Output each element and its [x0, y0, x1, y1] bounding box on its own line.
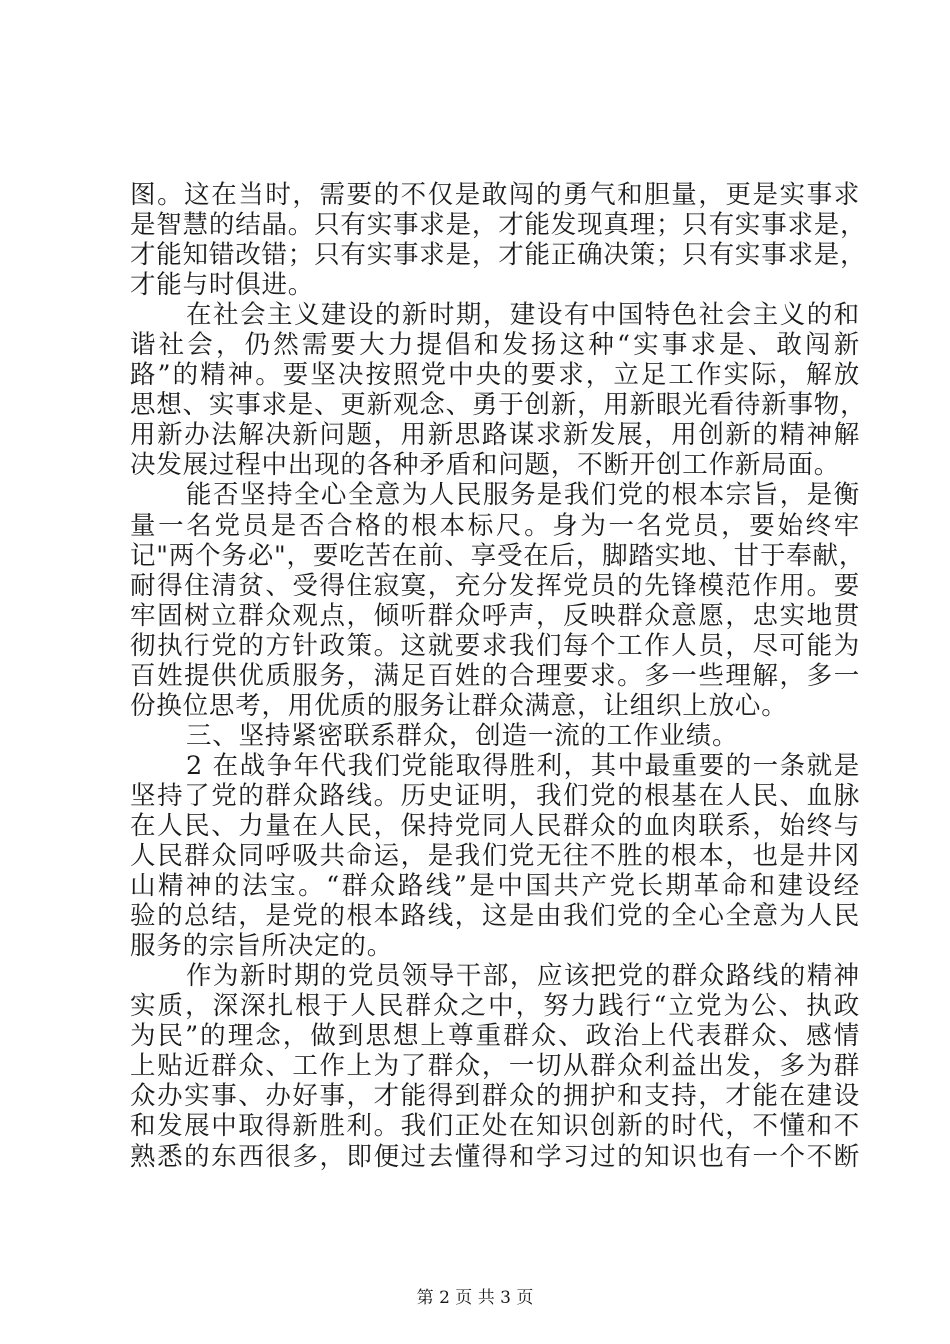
text-line: 图。这在当时，需要的不仅是敢闯的勇气和胆量，更是实事求 [130, 180, 860, 210]
text-line: 量一名党员是否合格的根本标尺。身为一名党员，要始终牢 [130, 510, 860, 541]
text-line: 验的总结，是党的根本路线，这是由我们党的全心全意为人民 [130, 901, 860, 932]
text-line: 服务的宗旨所决定的。 [130, 931, 394, 962]
text-line: 在人民、力量在人民，保持党同人民群众的血肉联系，始终与 [130, 810, 860, 841]
text-line: 和发展中取得新胜利。我们正处在知识创新的时代，不懂和不 [130, 1111, 860, 1142]
text-line: 在社会主义建设的新时期，建设有中国特色社会主义的和 [186, 300, 860, 331]
text-line: 才能与时俱进。 [130, 270, 315, 301]
text-line: 用新办法解决新问题，用新思路谋求新发展，用创新的精神解 [130, 420, 860, 451]
text-line: 耐得住清贫、受得住寂寞，充分发挥党员的先锋模范作用。要 [130, 570, 860, 601]
text-line: 作为新时期的党员领导干部，应该把党的群众路线的精神 [186, 961, 860, 992]
text-line: 路”的精神。要坚决按照党中央的要求，立足工作实际，解放 [130, 360, 860, 391]
text-line: 山精神的法宝。“群众路线”是中国共产党长期革命和建设经 [130, 871, 860, 902]
text-line: 牢固树立群众观点，倾听群众呼声，反映群众意愿，忠实地贯 [130, 600, 860, 631]
page-footer: 第 2 页 共 3 页 [416, 1288, 534, 1308]
text-line: 坚持了党的群众路线。历史证明，我们党的根基在人民、血脉 [130, 780, 860, 811]
text-line: 上贴近群众、工作上为了群众，一切从群众利益出发，多为群 [130, 1051, 860, 1082]
text-line: 份换位思考，用优质的服务让群众满意，让组织上放心。 [130, 690, 788, 721]
text-line: 能否坚持全心全意为人民服务是我们党的根本宗旨，是衡 [186, 480, 860, 511]
text-line: 才能知错改错；只有实事求是，才能正确决策；只有实事求是， [130, 240, 867, 271]
text-line: 是智慧的结晶。只有实事求是，才能发现真理；只有实事求是， [130, 210, 867, 241]
document-body [130, 180, 867, 1172]
text-line: 三、坚持紧密联系群众，创造一流的工作业绩。 [186, 720, 739, 751]
text-line: 2 在战争年代我们党能取得胜利，其中最重要的一条就是 [186, 750, 860, 781]
text-line: 为民”的理念，做到思想上尊重群众、政治上代表群众、感情 [130, 1021, 860, 1052]
text-line: 谐社会，仍然需要大力提倡和发扬这种“实事求是、敢闯新 [130, 330, 860, 361]
text-line: 众办实事、办好事，才能得到群众的拥护和支持，才能在建设 [130, 1081, 860, 1112]
text-line: 决发展过程中出现的各种矛盾和问题，不断开创工作新局面。 [130, 450, 841, 481]
text-line: 思想、实事求是、更新观念、勇于创新，用新眼光看待新事物， [130, 390, 867, 421]
text-line: 记"两个务必"，要吃苦在前、享受在后，脚踏实地、甘于奉献， [130, 540, 866, 571]
text-line: 人民群众同呼吸共命运，是我们党无往不胜的根本，也是井冈 [130, 841, 860, 872]
text-line: 百姓提供优质服务，满足百姓的合理要求。多一些理解，多一 [130, 660, 860, 691]
text-line: 熟悉的东西很多，即便过去懂得和学习过的知识也有一个不断 [130, 1141, 860, 1172]
text-line: 实质，深深扎根于人民群众之中，努力践行“立党为公、执政 [130, 991, 860, 1022]
text-line: 彻执行党的方针政策。这就要求我们每个工作人员，尽可能为 [130, 630, 860, 661]
